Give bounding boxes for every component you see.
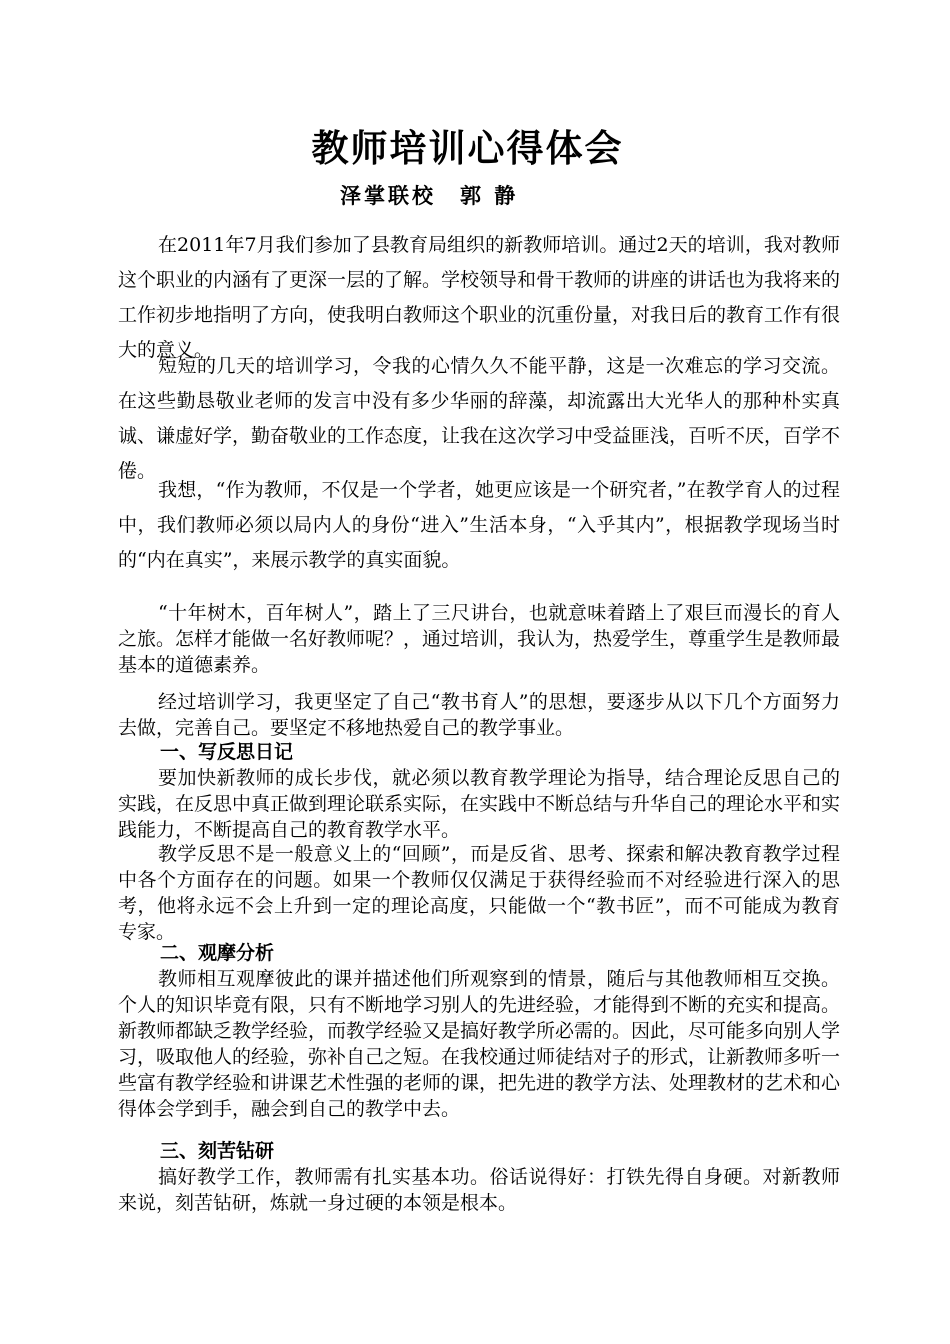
paragraph-3: 我想，“作为教师，不仅是一个学者，她更应该是一个研究者，”在教学育人的过程中，我们教师必须以局内人的身份“进入”生活本身，“入乎其内”，根据教学现场当时的“内在真实”，来展示教学的真实面貌。 (118, 479, 840, 571)
paragraph-7: 教学反思不是一般意义上的“回顾”，而是反省、思考、探索和解决教育教学过程中各个方面存在的问题。如果一个教师仅仅满足于获得经验而不对经验进行深入的思考，他将永远不会上升到一定的理论高度，只能做一个“教书匠”，而不可能成为教育专家。 (118, 843, 840, 943)
paragraph-4: “十年树木，百年树人”，踏上了三尺讲台，也就意味着踏上了艰巨而漫长的育人之旅。怎样才能做一名好教师呢？，通过培训，我认为，热爱学生，尊重学生是教师最基本的道德素养。 (118, 602, 841, 676)
section-heading-2: 二、观摩分析 (160, 942, 275, 964)
paragraph-6: 要加快新教师的成长步伐，就必须以教育教学理论为指导，结合理论反思自己的实践，在反思中真正做到理论联系实际，在实践中不断总结与升华自己的理论水平和实践能力，不断提高自己的教育教学水平。 (118, 767, 841, 841)
section-heading-1: 一、写反思日记 (160, 741, 294, 763)
paragraph-8: 教师相互观摩彼此的课并描述他们所观察到的情景，随后与其他教师相互交换。个人的知识毕竟有限，只有不断地学习别人的先进经验，才能得到不断的充实和提高。新教师都缺乏教学经验，而教学经验又是搞好教学所必需的。因此，尽可能多向别人学习，吸取他人的经验，弥补自己之短。在我校通过师徒结对子的形式，让新教师多听一些富有教学经验和讲课艺术性强的老师的课，把先进的教学方法、处理教材的艺术和心得体会学到手，融会到自己的教学中去。 (118, 968, 841, 1120)
paragraph-5: 经过培训学习，我更坚定了自己“教书育人”的思想，要逐步从以下几个方面努力去做，完善自己。要坚定不移地热爱自己的教学事业。 (118, 691, 840, 739)
document-title: 教师培训心得体会 (311, 126, 624, 170)
paragraph-2: 短短的几天的培训学习，令我的心情久久不能平静，这是一次难忘的学习交流。在这些勤恳敬业老师的发言中没有多少华丽的辞藻，却流露出大光华人的那种朴实真诚、谦虚好学，勤奋敬业的工作态度，让我在这次学习中受益匪浅，百听不厌，百学不倦。 (118, 355, 841, 482)
section-heading-3: 三、刻苦钻研 (160, 1140, 275, 1162)
paragraph-9: 搞好教学工作，教师需有扎实基本功。俗话说得好：打铁先得自身硬。对新教师来说，刻苦钻研，炼就一身过硬的本领是根本。 (118, 1166, 840, 1214)
document-author: 泽掌联校 郭 静 (340, 183, 519, 208)
paragraph-1: 在2011年7月我们参加了县教育局组织的新教师培训。通过2天的培训，我对教师这个职业的内涵有了更深一层的了解。学校领导和骨干教师的讲座的讲话也为我将来的工作初步地指明了方向，使我明白教师这个职业的沉重份量，对我日后的教育工作有很大的意义。 (118, 234, 841, 361)
